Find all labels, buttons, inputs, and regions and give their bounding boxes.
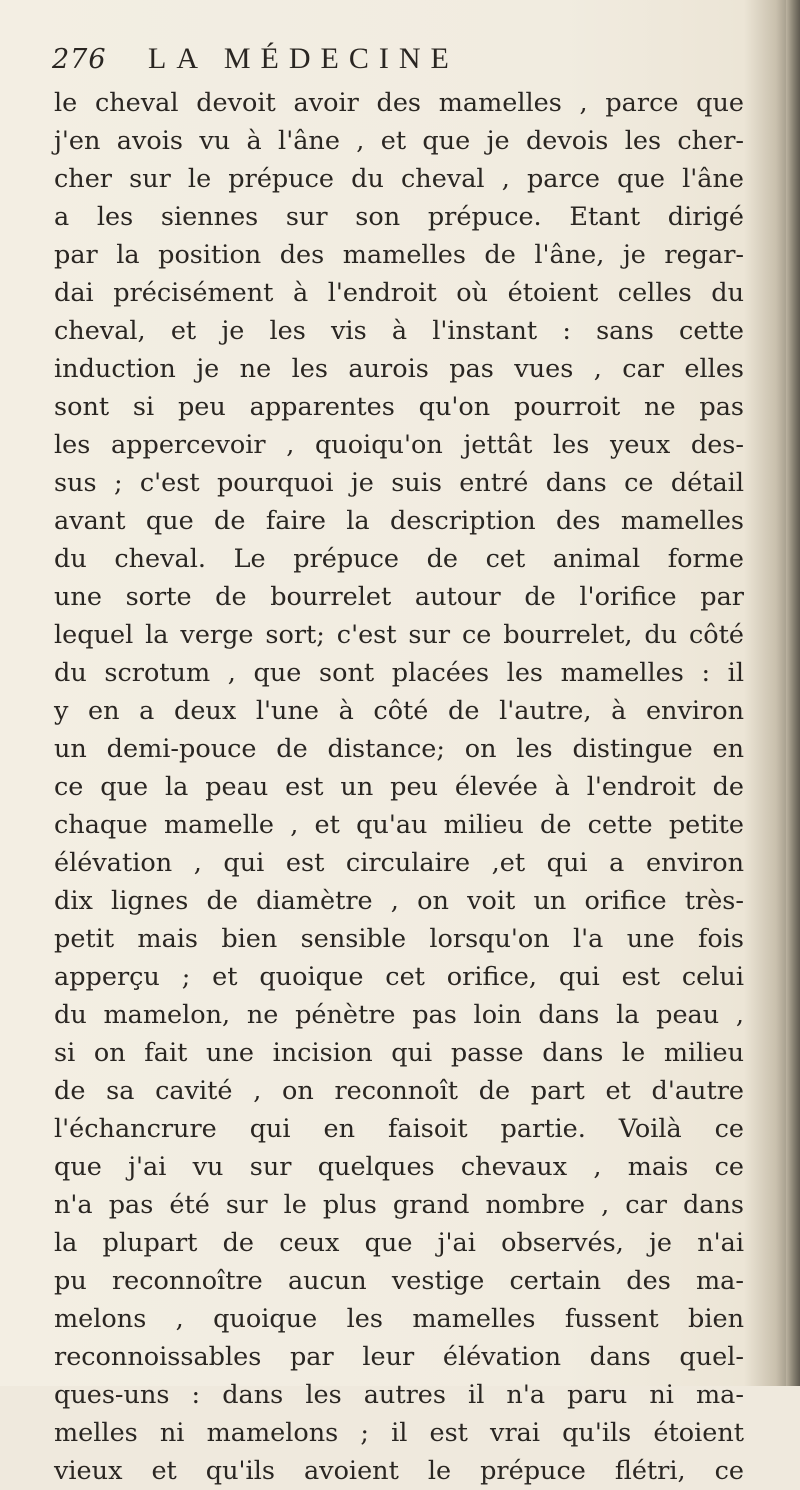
text-line: du cheval. Le prépuce de cet animal forme [54, 544, 744, 574]
text-line: reconnoissables par leur élévation dans quel- [54, 1342, 744, 1372]
text-line: l'échancrure qui en faisoit partie. Voilà ce [54, 1114, 744, 1144]
text-line: avant que de faire la description des mamelles [54, 506, 744, 536]
text-line: élévation , qui est circulaire ,et qui a environ [54, 848, 744, 878]
running-head: LA MÉDECINE [148, 42, 459, 75]
text-line: du scrotum , que sont placées les mamelles : il [54, 658, 744, 688]
text-line: sont si peu apparentes qu'on pourroit ne pas [54, 392, 744, 422]
body-text [54, 84, 744, 1490]
text-line: melons , quoique les mamelles fussent bien [54, 1304, 744, 1334]
page-edge-shadow [786, 0, 800, 1386]
text-line: pu reconnoître aucun vestige certain des ma- [54, 1266, 744, 1296]
text-line: cheval, et je les vis à l'instant : sans cette [54, 316, 744, 346]
text-line: j'en avois vu à l'âne , et que je devois les cher- [54, 126, 744, 156]
text-line: apperçu ; et quoique cet orifice, qui est celui [54, 962, 744, 992]
text-line: chaque mamelle , et qu'au milieu de cette petite [54, 810, 744, 840]
text-line: un demi-pouce de distance; on les distingue en [54, 734, 744, 764]
text-line: du mamelon, ne pénètre pas loin dans la peau , [54, 1000, 744, 1030]
text-line: si on fait une incision qui passe dans le milieu [54, 1038, 744, 1068]
text-line: cher sur le prépuce du cheval , parce que l'âne [54, 164, 744, 194]
text-line: dai précisément à l'endroit où étoient celles du [54, 278, 744, 308]
page-number: 276 [52, 44, 107, 75]
text-line: petit mais bien sensible lorsqu'on l'a une fois [54, 924, 744, 954]
text-line: par la position des mamelles de l'âne, je regar- [54, 240, 744, 270]
text-line: vieux et qu'ils avoient le prépuce flétri, ce [54, 1456, 744, 1486]
text-line: sus ; c'est pourquoi je suis entré dans ce détail [54, 468, 744, 498]
text-line: que j'ai vu sur quelques chevaux , mais ce [54, 1152, 744, 1182]
text-line: melles ni mamelons ; il est vrai qu'ils étoient [54, 1418, 744, 1448]
page-header [52, 40, 752, 80]
text-line: le cheval devoit avoir des mamelles , parce que [54, 88, 744, 118]
text-line: dix lignes de diamètre , on voit un orifice très- [54, 886, 744, 916]
text-line: les appercevoir , quoiqu'on jettât les yeux des- [54, 430, 744, 460]
text-line: ce que la peau est un peu élevée à l'endroit de [54, 772, 744, 802]
text-line: une sorte de bourrelet autour de l'orifice par [54, 582, 744, 612]
text-line: de sa cavité , on reconnoît de part et d'autre [54, 1076, 744, 1106]
text-line: a les siennes sur son prépuce. Etant dirigé [54, 202, 744, 232]
text-line: induction je ne les aurois pas vues , car elles [54, 354, 744, 384]
text-line: la plupart de ceux que j'ai observés, je n'ai [54, 1228, 744, 1258]
text-line: n'a pas été sur le plus grand nombre , car dans [54, 1190, 744, 1220]
text-line: ques-uns : dans les autres il n'a paru ni ma- [54, 1380, 744, 1410]
text-line: y en a deux l'une à côté de l'autre, à environ [54, 696, 744, 726]
text-line: lequel la verge sort; c'est sur ce bourrelet, du côté [54, 620, 744, 650]
